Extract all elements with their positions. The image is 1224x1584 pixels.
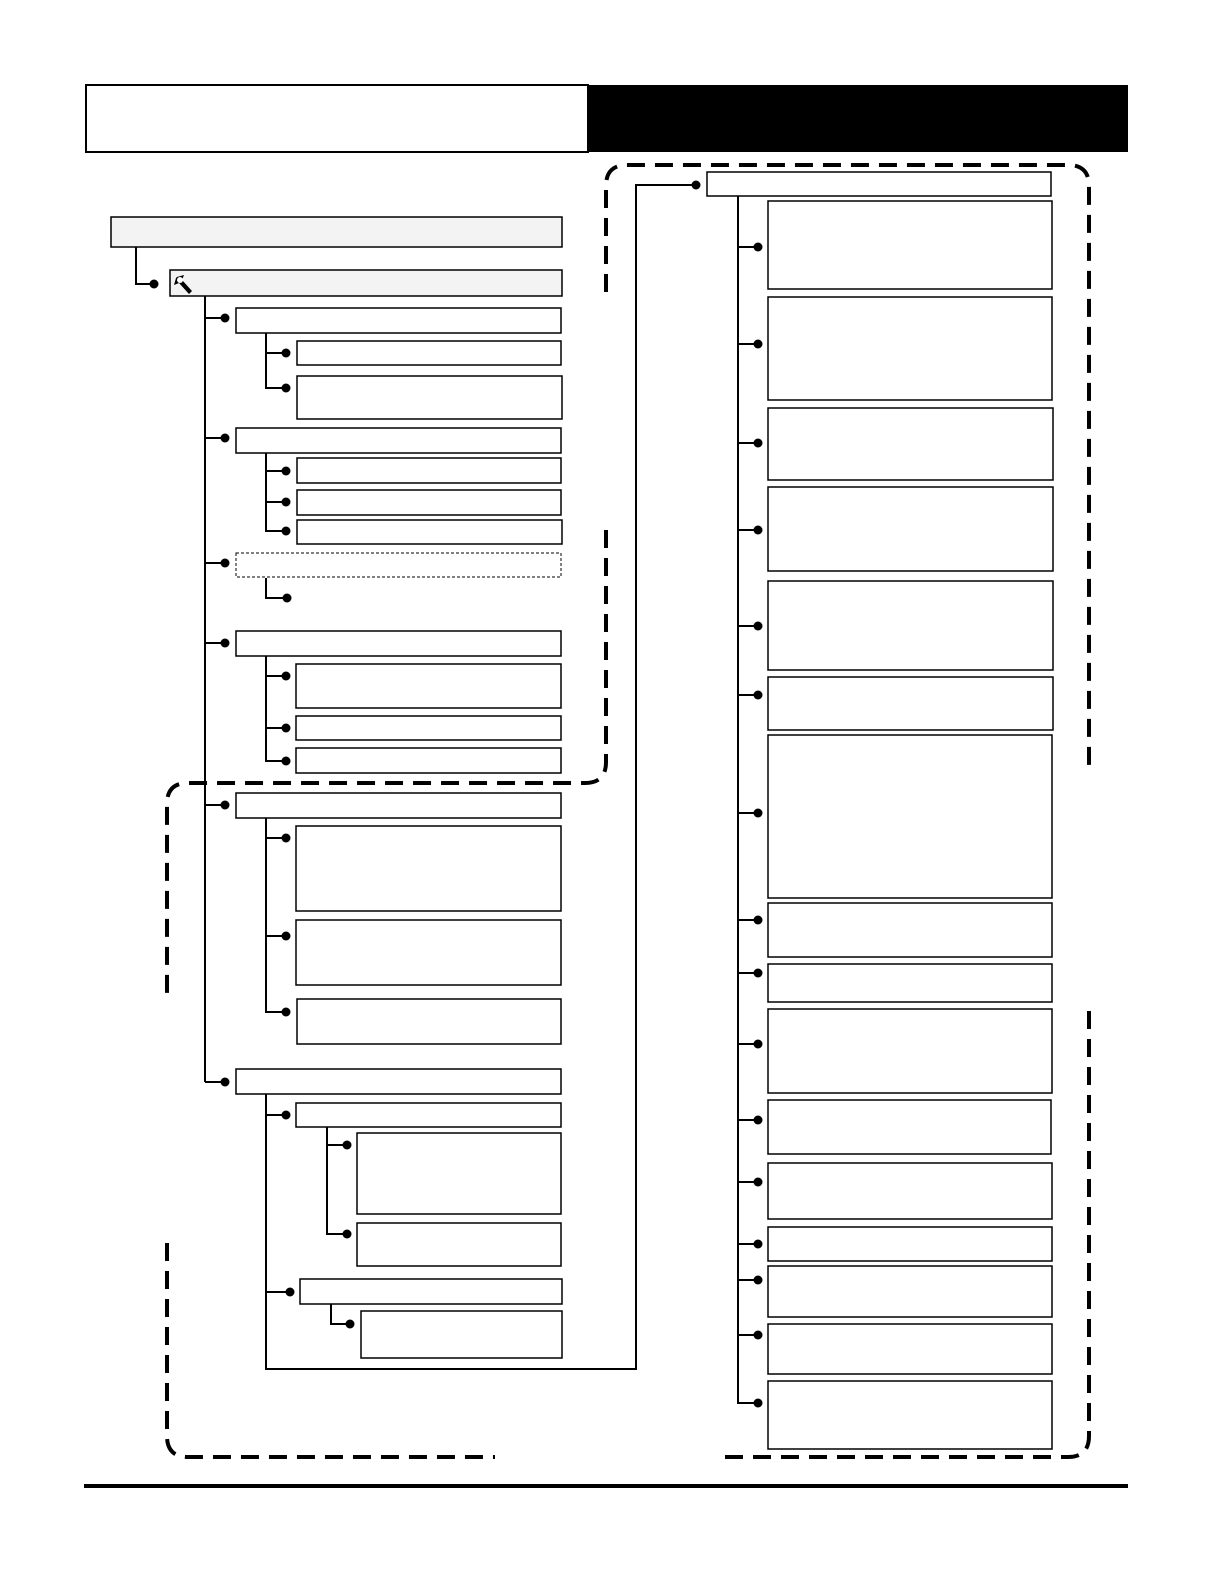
menu-subitem-box[interactable] (297, 999, 561, 1044)
menu-subitem-box[interactable] (296, 920, 561, 985)
menu-item-box[interactable] (707, 172, 1051, 196)
menu-subitem-box[interactable] (296, 1103, 561, 1127)
menu-subitem-box[interactable] (297, 376, 562, 419)
menu-subitem-box[interactable] (768, 1381, 1052, 1449)
menu-subitem-box[interactable] (768, 677, 1053, 730)
menu-item-box[interactable] (236, 793, 561, 818)
menu-root-box[interactable] (111, 217, 562, 247)
menu-subitem-box[interactable] (296, 748, 561, 773)
menu-subitem-box[interactable] (768, 1227, 1052, 1261)
header-right-panel (588, 85, 1128, 152)
menu-subitem-box[interactable] (768, 1266, 1052, 1317)
menu-subitem-box[interactable] (768, 581, 1053, 670)
menu-subitem-box[interactable] (768, 903, 1052, 957)
menu-subitem-box[interactable] (296, 826, 561, 911)
menu-subitem-box[interactable] (297, 490, 561, 515)
menu-subitem-box[interactable] (297, 520, 562, 544)
menu-item-box[interactable] (236, 308, 561, 333)
menu-item-box[interactable] (236, 428, 561, 453)
header-left-panel (86, 85, 588, 152)
menu-subitem-box[interactable] (300, 1279, 562, 1304)
footer-rule (84, 1484, 1128, 1488)
menu-subitem-box[interactable] (768, 408, 1053, 480)
menu-subitem-box[interactable] (296, 716, 561, 740)
menu-subitem-box[interactable] (768, 1009, 1052, 1093)
menu-subitem-box[interactable] (296, 664, 561, 708)
menu-item-box-optional[interactable] (236, 553, 561, 577)
menu-subitem-box[interactable] (768, 1163, 1052, 1219)
menu-subitem-box[interactable] (768, 201, 1052, 289)
menu-subsubitem-box[interactable] (357, 1223, 561, 1266)
menu-tools-box[interactable] (170, 270, 562, 296)
menu-item-box[interactable] (236, 1069, 561, 1094)
menu-subitem-box[interactable] (297, 458, 561, 483)
menu-subitem-box[interactable] (768, 1100, 1051, 1154)
menu-subitem-box[interactable] (768, 735, 1052, 898)
menu-subitem-box[interactable] (768, 964, 1052, 1002)
menu-subitem-box[interactable] (768, 1324, 1052, 1374)
menu-subsubitem-box[interactable] (357, 1133, 561, 1214)
menu-subitem-box[interactable] (297, 341, 561, 365)
menu-subitem-box[interactable] (768, 297, 1052, 400)
menu-subsubitem-box[interactable] (361, 1311, 562, 1358)
menu-item-box[interactable] (236, 631, 561, 656)
left-column-boxes (111, 217, 562, 1358)
menu-subitem-box[interactable] (768, 487, 1053, 571)
